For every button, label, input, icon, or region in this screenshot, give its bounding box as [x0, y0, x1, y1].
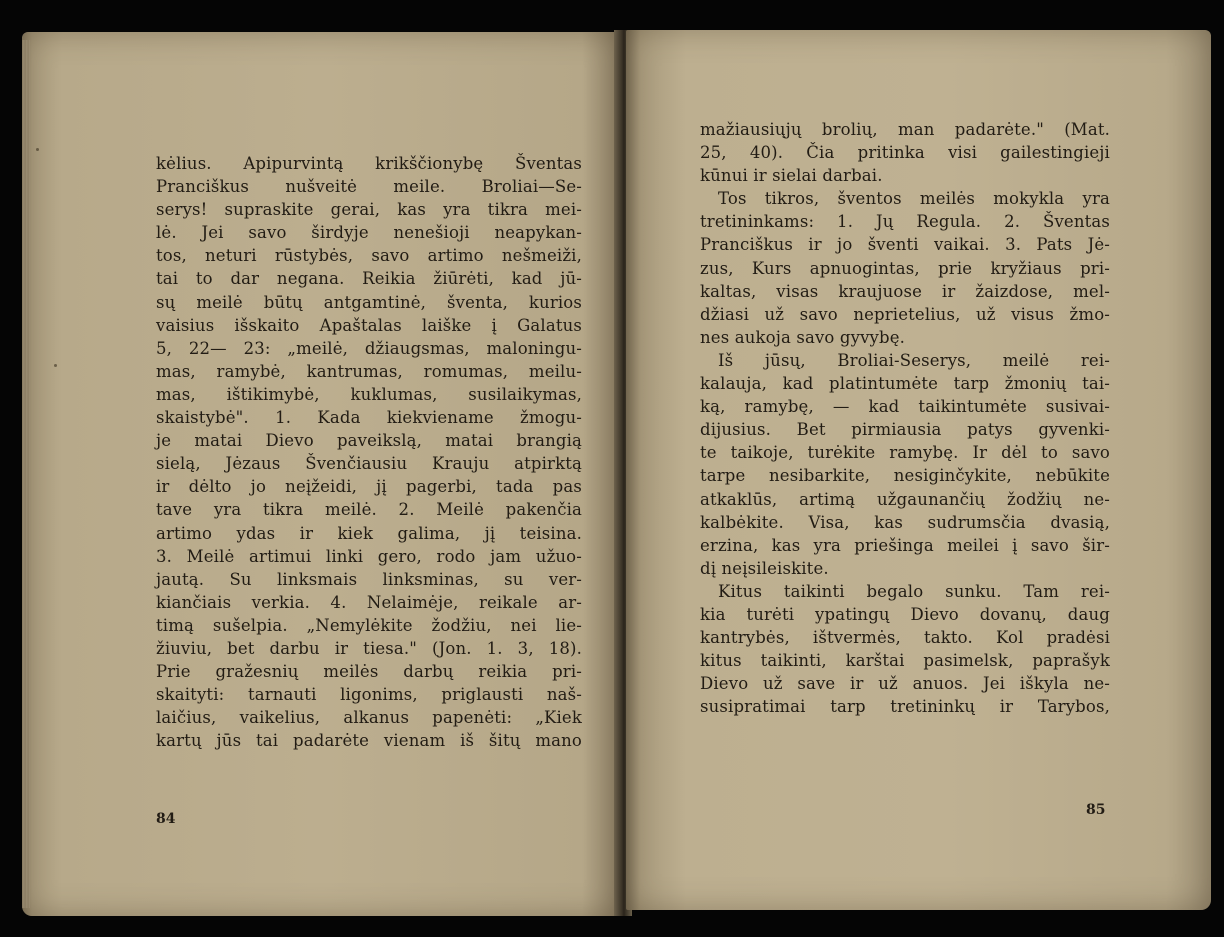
text-line: timą sušelpia. „Nemylėkite žodžiu, nei lie- [156, 615, 582, 635]
text-line: kia turėti ypatingų Dievo dovanų, daug [700, 604, 1110, 624]
text-line: kartų jūs tai padarėte vienam iš šitų mano [156, 731, 582, 751]
text-line: lė. Jei savo širdyje nenešioji neapykan- [156, 223, 582, 243]
text-line: laičius, vaikelius, alkanus papenėti: „Kiek [156, 708, 582, 728]
text-line: tave yra tikra meilė. 2. Meilė pakenčia [156, 500, 582, 520]
left-page [22, 32, 620, 916]
text-line: ką, ramybę, — kad taikintumėte susivai- [700, 397, 1110, 417]
text-line: tos, neturi rūstybės, savo artimo nešmeiži, [156, 246, 582, 266]
text-line: Tos tikros, šventos meilės mokykla yra [718, 189, 1110, 209]
text-line: vaisius išskaito Apaštalas laiške į Galatus [156, 315, 582, 335]
text-line: te taikoje, turėkite ramybę. Ir dėl to savo [700, 443, 1110, 463]
text-line: kiančiais verkia. 4. Nelaimėje, reikale ar- [156, 592, 582, 612]
text-line: Pranciškus nušveitė meile. Broliai—Se- [156, 177, 582, 197]
text-line: Pranciškus ir jo šventi vaikai. 3. Pats Jė- [700, 235, 1110, 255]
text-line: tarpe nesibarkite, nesiginčykite, nebūkite [700, 466, 1110, 486]
text-line: kantrybės, ištvermės, takto. Kol pradėsi [700, 628, 1110, 648]
text-line: kitus taikinti, karštai pasimelsk, paprašyk [700, 651, 1110, 671]
text-line: erzina, kas yra priešinga meilei į savo šir- [700, 535, 1110, 555]
text-line: tretininkams: 1. Jų Regula. 2. Šventas [700, 212, 1110, 232]
text-line: 5, 22— 23: „meilė, džiaugsmas, maloningu- [156, 338, 582, 358]
text-line: atkaklūs, artimą užgaunančių žodžių ne- [700, 489, 1110, 509]
text-line: artimo ydas ir kiek galima, jį teisina. [156, 523, 582, 543]
text-line: mas, ramybė, kantrumas, romumas, meilu- [156, 361, 582, 381]
text-line: Iš jūsų, Broliai-Seserys, meilė rei- [718, 350, 1110, 370]
text-line: Dievo už save ir už anuos. Jei iškyla ne- [700, 674, 1110, 694]
text-line: je matai Dievo paveikslą, matai brangią [156, 431, 582, 451]
text-line: mažiausiųjų brolių, man padarėte." (Mat. [700, 120, 1110, 139]
text-line: nes aukoja savo gyvybę. [700, 327, 906, 347]
page-edge [22, 40, 30, 908]
text-line: zus, Kurs apnuogintas, prie kryžiaus pri- [700, 258, 1110, 278]
text-line: kalauja, kad platintumėte tarp žmonių tai- [700, 374, 1110, 394]
text-line: sielą, Jėzaus Švenčiausiu Krauju atpirktą [156, 454, 582, 474]
page-number-right: 85 [1086, 802, 1106, 818]
text-line: kūnui ir sielai darbai. [700, 166, 883, 186]
text-line: kėlius. Apipurvintą krikščionybę Šventas [156, 154, 582, 173]
text-line: mas, ištikimybė, kuklumas, susilaikymas, [156, 384, 582, 404]
text-line: žiuviu, bet darbu ir tiesa." (Jon. 1. 3, 18). [156, 638, 582, 658]
text-line: kaltas, visas kraujuose ir žaizdose, mel- [700, 281, 1110, 301]
text-line: dį neįsileiskite. [700, 558, 829, 578]
text-line: Prie gražesnių meilės darbų reikia pri- [156, 662, 582, 682]
paper-speck [36, 148, 39, 151]
text-line: skaityti: tarnauti ligonims, priglausti naš- [156, 685, 582, 705]
text-line: dijusius. Bet pirmiausia patys gyvenki- [700, 420, 1110, 440]
paper-speck [54, 364, 57, 367]
text-line: serys! supraskite gerai, kas yra tikra mei- [156, 200, 582, 220]
text-line: jautą. Su linksmais linksminas, su ver- [156, 569, 582, 589]
right-page-text [700, 118, 1110, 718]
text-line: Kitus taikinti begalo sunku. Tam rei- [718, 581, 1110, 601]
text-line: sų meilė būtų antgamtinė, šventa, kurios [156, 292, 582, 312]
left-page-text [156, 152, 582, 752]
text-line: džiasi už savo neprietelius, už visus žmo- [700, 304, 1110, 324]
text-line: tai to dar negana. Reikia žiūrėti, kad jū- [156, 269, 582, 289]
text-line: 3. Meilė artimui linki gero, rodo jam užuo- [156, 546, 582, 566]
text-line: ir dėlto jo neįžeidi, jį pagerbi, tada pas [156, 477, 582, 497]
page-number-left: 84 [156, 811, 176, 827]
text-line: 25, 40). Čia pritinka visi gailestingieji [700, 143, 1110, 163]
text-line: susipratimai tarp tretininkų ir Tarybos, [700, 697, 1110, 717]
text-line: kalbėkite. Visa, kas sudrumsčia dvasią, [700, 512, 1110, 532]
text-line: skaistybė". 1. Kada kiekviename žmogu- [156, 408, 582, 428]
right-page [626, 30, 1211, 910]
